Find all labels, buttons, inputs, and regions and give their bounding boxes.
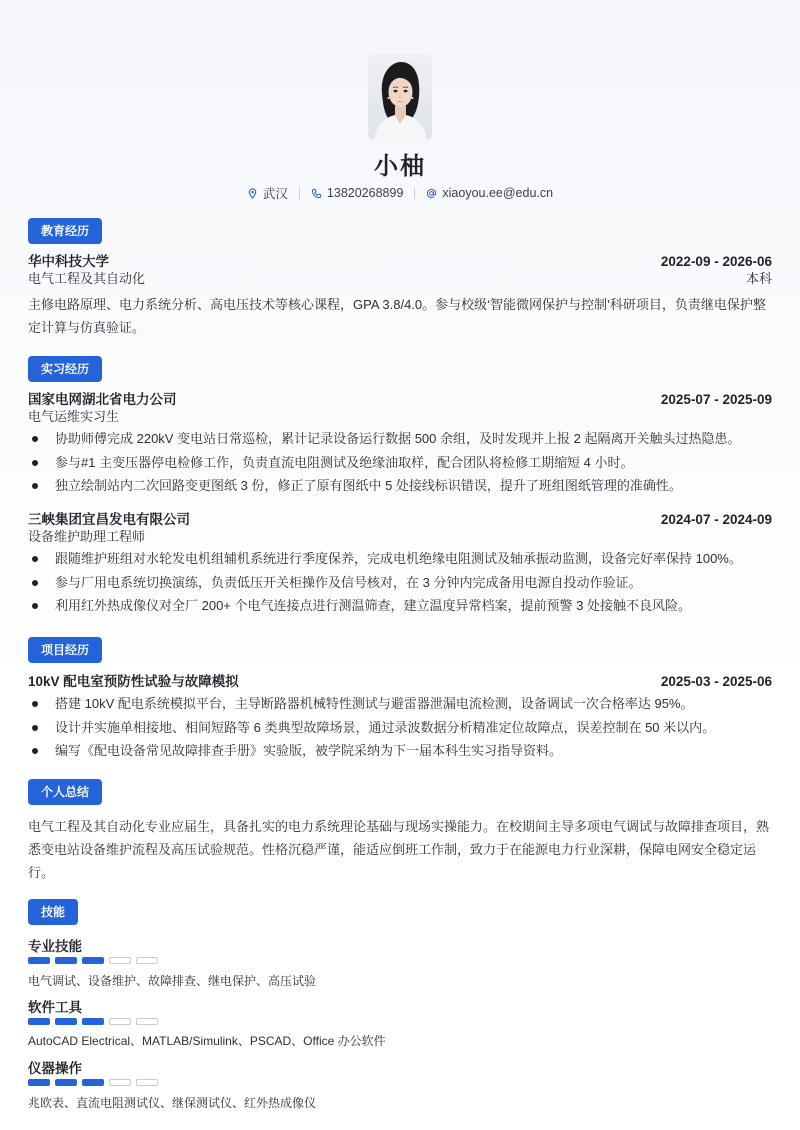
skill-level-segment-filled — [55, 957, 77, 964]
list-item — [28, 451, 772, 475]
avatar-portrait — [368, 54, 432, 140]
skill-level-segment-empty — [136, 957, 158, 964]
company-name: 三峡集团宜昌发电有限公司 — [28, 512, 190, 527]
skill-level-segment-filled — [28, 957, 50, 964]
bullet-text: 协助师傅完成 220kV 变电站日常巡检，累计记录设备运行数据 500 余组，及时发现并上报 2 起隔离开关触头过热隐患。 — [55, 431, 741, 446]
education-header — [28, 253, 772, 271]
skill-level-bar — [28, 1018, 158, 1025]
skill-group-title: 仪器操作 — [28, 1061, 82, 1076]
project-bullets — [28, 692, 772, 763]
major: 电气工程及其自动化 — [28, 271, 146, 286]
education-subheader — [28, 270, 772, 288]
contact-info — [0, 184, 800, 202]
skill-level-segment-empty — [109, 1018, 131, 1025]
bullet-text: 利用红外热成像仪对全厂 200+ 个电气连接点进行测温筛查，建立温度异常档案，提前预警 3 处接触不良风险。 — [55, 598, 691, 613]
internship-bullets — [28, 427, 772, 498]
avatar — [368, 54, 432, 140]
skill-level-bar — [28, 1079, 158, 1086]
skill-group-text: AutoCAD Electrical、MATLAB/Simulink、PSCAD、Office 办公软件 — [28, 1034, 386, 1048]
bullet-text: 跟随维护班组对水轮发电机组辅机系统进行季度保养，完成电机绝缘电阻测试及轴承振动监测，设备完好率保持 100%。 — [55, 551, 742, 566]
project-name: 10kV 配电室预防性试验与故障模拟 — [28, 674, 239, 689]
bullet-text: 设计并实施单相接地、相间短路等 6 类典型故障场景，通过录波数据分析精准定位故障点，误差控制在 50 米以内。 — [55, 719, 716, 735]
skill-group-title: 软件工具 — [28, 1000, 82, 1015]
internship-role-row — [28, 408, 772, 426]
skill-level-segment-filled — [82, 1018, 104, 1025]
list-item — [28, 547, 772, 571]
list-item — [28, 594, 772, 618]
section-badge-education: 教育经历 — [28, 218, 102, 244]
bullet-dot — [32, 436, 38, 442]
list-item — [28, 692, 772, 716]
contact-divider — [299, 187, 300, 199]
bullet-text: 独立绘制站内二次回路变更图纸 3 份，修正了原有图纸中 5 处接线标识错误，提升了班组图纸管理的准确性。 — [55, 478, 682, 493]
skill-level-segment-empty — [136, 1079, 158, 1086]
bullet-dot — [32, 748, 38, 754]
education-dates: 2022-09 - 2026-06 — [660, 254, 772, 269]
skill-group-text: 电气调试、设备维护、故障排查、继电保护、高压试验 — [28, 974, 317, 988]
internship-bullets — [28, 547, 772, 618]
email-at-icon — [426, 188, 437, 199]
internship-header — [28, 511, 772, 529]
list-item — [28, 571, 772, 595]
list-item — [28, 739, 772, 763]
bullet-dot — [32, 556, 38, 562]
phone-text[interactable]: 13820268899 — [326, 186, 404, 200]
list-item — [28, 427, 772, 451]
project-header — [28, 673, 772, 691]
bullet-text: 编写《配电设备常见故障排查手册》实验版，被学院采纳为下一届本科生实习指导资料。 — [55, 743, 563, 758]
education-description: 主修电路原理、电力系统分析、高电压技术等核心课程，GPA 3.8/4.0。参与校级‘智能微网保护与控制’科研项目，负责继电保护整定计算与仿真验证。 — [28, 297, 766, 335]
skill-level-segment-empty — [136, 1018, 158, 1025]
internship-header — [28, 391, 772, 409]
section-badge-projects: 项目经历 — [28, 637, 102, 663]
email-text[interactable]: xiaoyou.ee@edu.cn — [442, 186, 554, 200]
summary-text: 电气工程及其自动化专业应届生，具备扎实的电力系统理论基础与现场实操能力。在校期间主导多项电气调试与故障排查项目，熟悉变电站设备维护流程及高压试验规范。性格沉稳严谨，能适应倒班工作制，致力于在能源电力行业深耕，保障电网安全稳定运行。 — [28, 819, 770, 880]
skill-level-segment-filled — [82, 1079, 104, 1086]
section-badge-internships: 实习经历 — [28, 356, 102, 382]
location-item — [247, 184, 288, 202]
location-pin-icon — [247, 188, 258, 199]
internship-role: 电气运维实习生 — [28, 409, 120, 424]
phone-item — [311, 186, 403, 200]
section-badge-skills: 技能 — [28, 899, 78, 925]
skill-level-segment-empty — [109, 1079, 131, 1086]
skill-level-segment-filled — [82, 957, 104, 964]
bullet-dot — [32, 483, 38, 489]
candidate-name: 小柚 — [374, 153, 426, 180]
bullet-dot — [32, 603, 38, 609]
phone-icon — [311, 188, 322, 199]
bullet-dot — [32, 580, 38, 586]
school-name: 华中科技大学 — [28, 254, 109, 269]
skill-level-segment-filled — [28, 1079, 50, 1086]
company-name: 国家电网湖北省电力公司 — [28, 392, 177, 407]
section-badge-summary: 个人总结 — [28, 779, 102, 805]
skill-level-segment-empty — [109, 957, 131, 964]
list-item — [28, 716, 772, 740]
internship-dates: 2024-07 - 2024-09 — [660, 512, 772, 527]
bullet-text: 参与#1 主变压器停电检修工作，负责直流电阻测试及绝缘油取样，配合团队将检修工期缩短 4 小时。 — [55, 454, 634, 470]
project-dates: 2025-03 - 2025-06 — [660, 674, 772, 689]
skill-group-text: 兆欧表、直流电阻测试仪、继保测试仪、红外热成像仪 — [28, 1096, 317, 1110]
internship-role: 设备维护助理工程师 — [28, 529, 146, 544]
skill-level-bar — [28, 957, 158, 964]
bullet-dot — [32, 701, 38, 707]
internship-role-row — [28, 528, 772, 546]
skill-level-segment-filled — [28, 1018, 50, 1025]
bullet-dot — [32, 725, 38, 731]
bullet-text: 参与厂用电系统切换演练，负责低压开关柜操作及信号核对，在 3 分钟内完成备用电源自投动作验证。 — [55, 574, 642, 590]
bullet-text: 搭建 10kV 配电系统模拟平台，主导断路器机械特性测试与避雷器泄漏电流检测，设备调试一次合格率达 95%。 — [55, 696, 694, 711]
contact-divider — [414, 187, 415, 199]
bullet-dot — [32, 460, 38, 466]
skill-level-segment-filled — [55, 1079, 77, 1086]
skill-level-segment-filled — [55, 1018, 77, 1025]
internship-dates: 2025-07 - 2025-09 — [660, 392, 772, 407]
location-text: 武汉 — [262, 187, 288, 201]
skill-group-title: 专业技能 — [28, 939, 82, 954]
degree: 本科 — [745, 271, 772, 286]
email-item — [426, 186, 553, 200]
list-item — [28, 474, 772, 498]
